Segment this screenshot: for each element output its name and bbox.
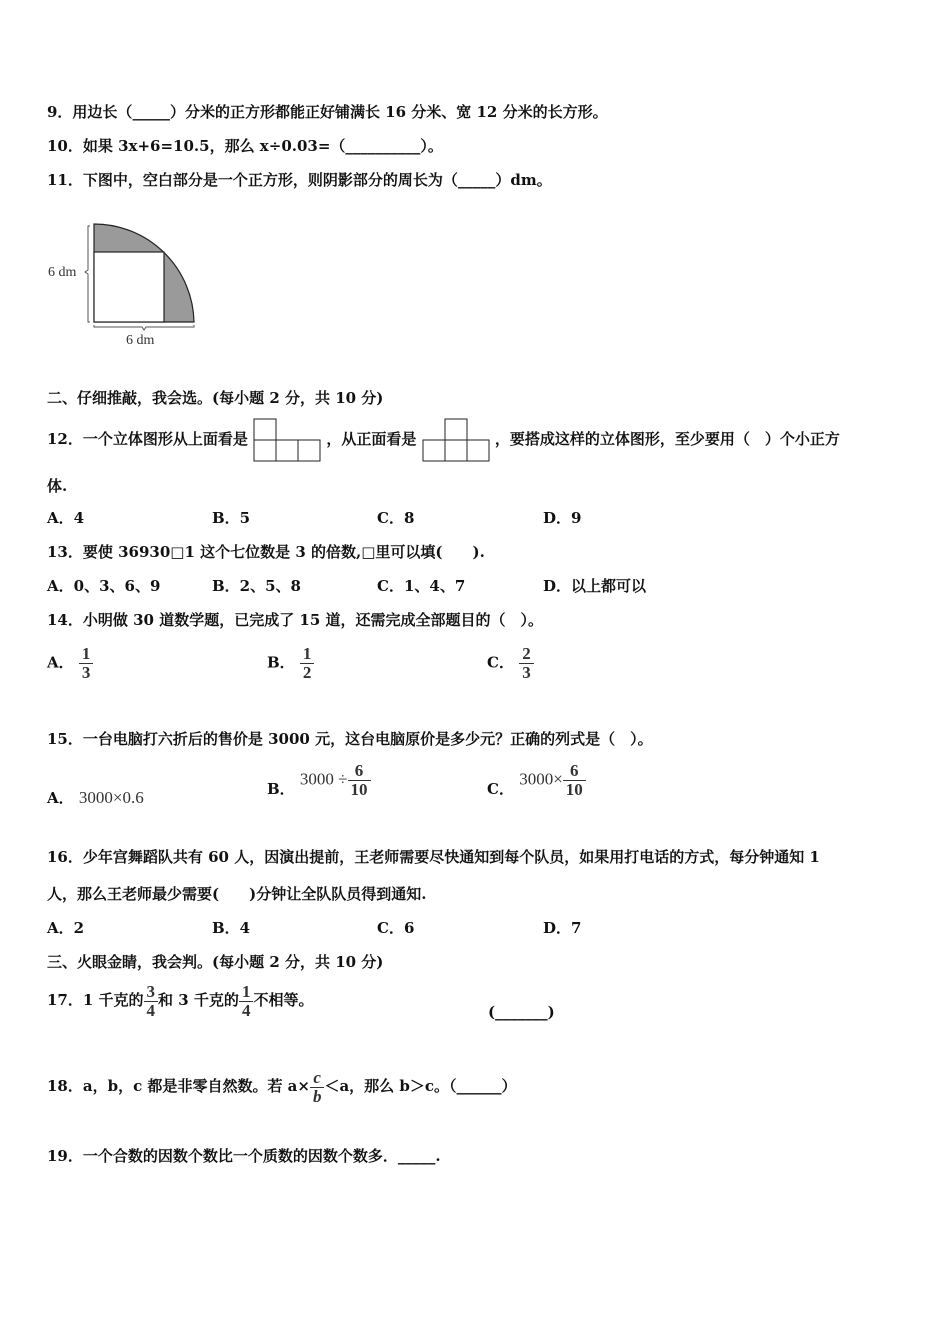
q14-fraction-c xyxy=(519,645,534,682)
q16-option-d: D．7 xyxy=(543,919,582,937)
question-16-line2: 人，那么王老师最少需要( )分钟让全队队员得到通知. xyxy=(47,885,427,903)
q15-option-c xyxy=(487,762,586,799)
numerator: 6 xyxy=(348,762,371,781)
q15-option-b xyxy=(267,762,371,799)
q15-label-b: B． xyxy=(267,780,295,798)
question-12 xyxy=(47,418,840,462)
q12-option-a: A．4 xyxy=(47,509,85,527)
q14-fraction-a xyxy=(79,645,94,682)
q12-part3: ，要搭成这样的立体图形，至少要用（ ）个小正方 xyxy=(494,430,840,448)
q12-part1: 12．一个立体图形从上面看是 xyxy=(47,430,248,448)
q16-option-b: B．4 xyxy=(212,919,251,937)
q17-part2: 和 3 千克的 xyxy=(158,991,239,1009)
q13-option-d: D．以上都可以 xyxy=(543,577,647,595)
numerator: c xyxy=(310,1069,325,1088)
question-11: 11．下图中，空白部分是一个正方形，则阴影部分的周长为（_____）dm。 xyxy=(47,171,552,189)
q13-option-c: C．1、4、7 xyxy=(377,577,466,595)
denominator: 4 xyxy=(241,1000,251,1020)
q18-fraction xyxy=(310,1069,325,1106)
section-3-heading: 三、火眼金睛，我会判。(每小题 2 分，共 10 分) xyxy=(47,953,384,971)
q15-label-a: A． xyxy=(47,789,74,807)
q17-answer-blank: (_______) xyxy=(488,1003,555,1021)
q15-fraction-b xyxy=(348,762,371,799)
bottom-brace xyxy=(94,325,194,330)
denominator: 10 xyxy=(350,780,368,799)
denominator: 10 xyxy=(565,780,583,799)
top-view-icon xyxy=(253,418,321,462)
front-view-icon xyxy=(422,418,490,462)
q15-label-c: C． xyxy=(487,780,514,798)
q16-option-c: C．6 xyxy=(377,919,415,937)
question-17 xyxy=(47,978,313,1022)
q15-option-a xyxy=(47,788,144,808)
left-brace xyxy=(85,226,90,322)
q17-part3: 不相等。 xyxy=(253,991,314,1009)
q13-option-a: A．0、3、6、9 xyxy=(47,577,161,595)
question-19: 19．一个合数的因数个数比一个质数的因数个数多．_____. xyxy=(47,1147,441,1165)
q18-part1: 18．a，b，c 都是非零自然数。若 a× xyxy=(47,1077,310,1095)
numerator: 1 xyxy=(79,645,94,664)
denominator: b xyxy=(312,1086,322,1106)
left-dimension-label: 6 dm xyxy=(48,265,77,280)
q14-option-b xyxy=(267,645,314,682)
numerator: 2 xyxy=(519,645,534,664)
q14-label-a: A． xyxy=(47,653,74,672)
q14-fraction-b xyxy=(300,645,315,682)
q12-option-c: C．8 xyxy=(377,509,415,527)
q14-label-b: B． xyxy=(267,653,295,672)
q15-expr-a: 3000×0.6 xyxy=(78,788,144,807)
q12-option-b: B．5 xyxy=(212,509,251,527)
numerator: 6 xyxy=(563,762,586,781)
q18-part2: ＜a，那么 b＞c。（______） xyxy=(324,1077,517,1095)
numerator: 3 xyxy=(144,983,159,1002)
q14-label-c: C． xyxy=(487,653,514,672)
numerator: 1 xyxy=(300,645,315,664)
denominator: 4 xyxy=(146,1000,156,1020)
denominator: 3 xyxy=(522,663,531,682)
denominator: 2 xyxy=(302,663,312,682)
q17-fraction-2 xyxy=(239,983,254,1020)
q15-expr-c-prefix: 3000× xyxy=(519,769,563,789)
q17-part1: 17．1 千克的 xyxy=(47,991,144,1009)
bottom-dimension-label: 6 dm xyxy=(126,333,155,348)
numerator: 1 xyxy=(239,983,254,1002)
question-10: 10．如果 3x+6=10.5，那么 x÷0.03=（__________）。 xyxy=(47,137,443,155)
q12-part2: ，从正面看是 xyxy=(326,430,417,448)
question-9: 9．用边长（_____）分米的正方形都能正好铺满长 16 分米、宽 12 分米的长方形。 xyxy=(47,103,608,121)
question-13: 13．要使 36930□1 这个七位数是 3 的倍数,□里可以填( ). xyxy=(47,543,485,561)
q12-continuation: 体. xyxy=(47,477,68,495)
white-square xyxy=(94,252,164,322)
question-18 xyxy=(47,1064,517,1108)
quarter-circle-figure xyxy=(44,218,214,350)
q14-option-a xyxy=(47,645,93,682)
q15-fraction-c xyxy=(563,762,586,799)
question-14: 14．小明做 30 道数学题，已完成了 15 道，还需完成全部题目的（ ）。 xyxy=(47,611,544,629)
q17-fraction-1 xyxy=(144,983,159,1020)
question-15: 15．一台电脑打六折后的售价是 3000 元，这台电脑原价是多少元？正确的列式是（ ）。 xyxy=(47,730,653,748)
question-16-line1: 16．少年宫舞蹈队共有 60 人，因演出提前，王老师需要尽快通知到每个队员，如果用打电话的方式，每分钟通知 1 xyxy=(47,848,820,866)
q12-option-d: D．9 xyxy=(543,509,582,527)
q16-option-a: A．2 xyxy=(47,919,85,937)
section-2-heading: 二、仔细推敲，我会选。(每小题 2 分，共 10 分) xyxy=(47,389,384,407)
denominator: 3 xyxy=(81,663,91,682)
q13-option-b: B．2、5、8 xyxy=(212,577,301,595)
q15-expr-b-prefix: 3000 ÷ xyxy=(299,769,348,789)
q14-option-c xyxy=(487,645,534,682)
